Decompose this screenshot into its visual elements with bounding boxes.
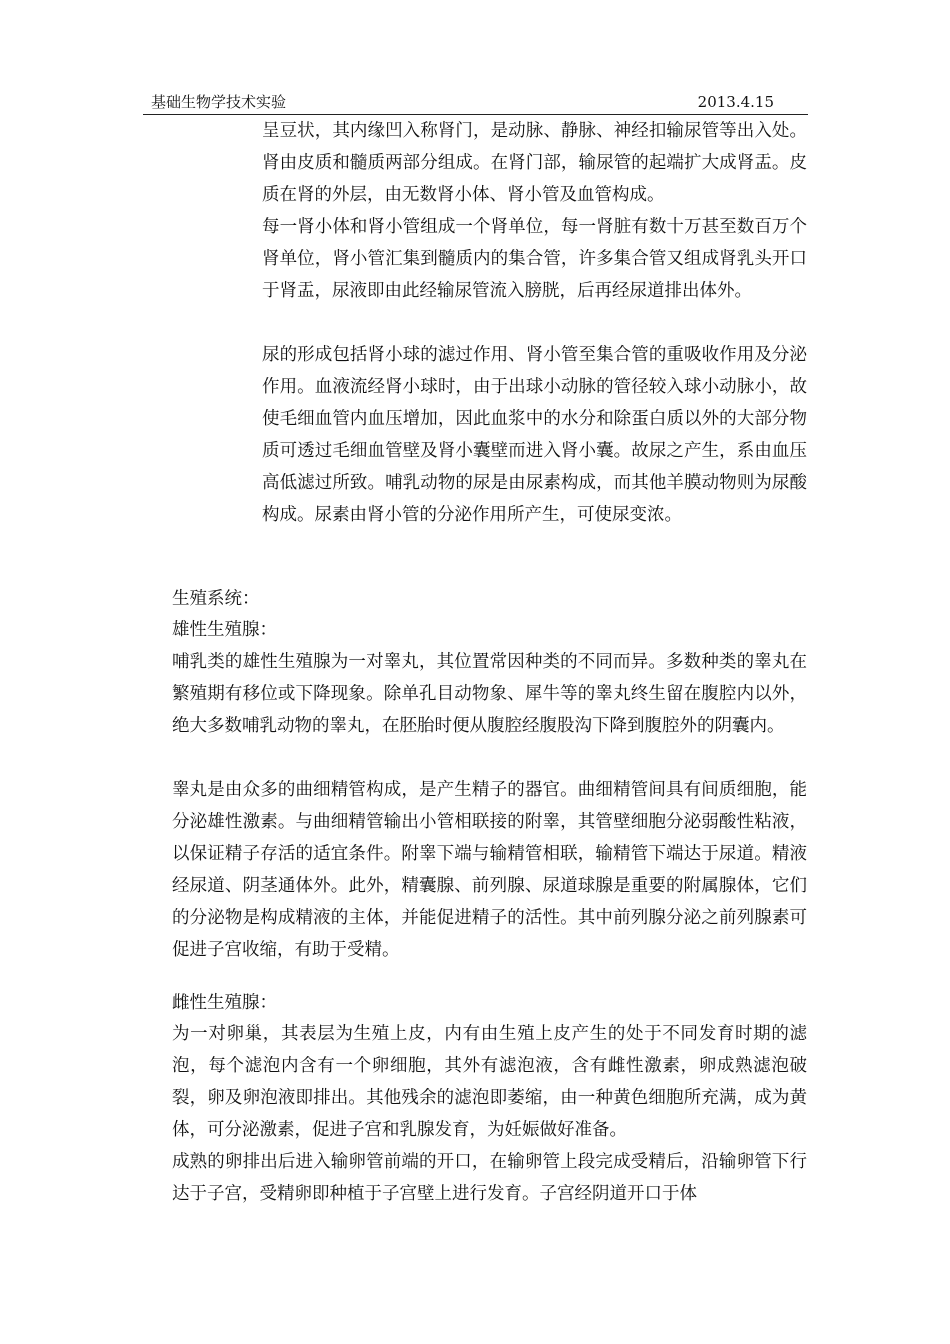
kidney-paragraph-1: 呈豆状，其内缘凹入称肾门，是动脉、静脉、神经扣输尿管等出入处。肾由皮质和髓质两部分组成。在肾门部，输尿管的起端扩大成肾盂。皮质在肾的外层，由无数肾小体、肾小管及血管构成。 bbox=[262, 121, 807, 205]
subheading-female: 雌性生殖腺： bbox=[172, 993, 277, 1013]
male-paragraph-2: 睾丸是由众多的曲细精管构成，是产生精子的器官。曲细精管间具有间质细胞，能分泌雄性激素。与曲细精管输出小管相联接的附睾，其管壁细胞分泌弱酸性粘液，以保证精子存活的适宜条件。附睾下端与输精管相联，输精管下端达于尿道。精液经尿道、阴茎通体外。此外，精囊腺、前列腺、尿道球腺是重要的附属腺体，它们的分泌物是构成精液的主体，并能促进精子的活性。其中前列腺分泌之前列腺素可促进子宫收缩，有助于受精。 bbox=[172, 780, 807, 960]
kidney-paragraph-3: 尿的形成包括肾小球的滤过作用、肾小管至集合管的重吸收作用及分泌作用。血液流经肾小球时，由于出球小动脉的管径较入球小动脉小，故使毛细血管内血压增加，因此血浆中的水分和除蛋白质以外的大部分物质可透过毛细血管壁及肾小囊壁而进入肾小囊。故尿之产生，系由血压高低滤过所致。哺乳动物的尿是由尿素构成，而其他羊膜动物则为尿酸构成。尿素由肾小管的分泌作用所产生，可使尿变浓。 bbox=[262, 345, 807, 525]
male-paragraph-1: 哺乳类的雄性生殖腺为一对睾丸，其位置常因种类的不同而异。多数种类的睾丸在繁殖期有移位或下降现象。除单孔目动物象、犀牛等的睾丸终生留在腹腔内以外，绝大多数哺乳动物的睾丸，在胚胎时便从腹腔经腹股沟下降到腹腔外的阴囊内。 bbox=[172, 652, 807, 736]
section-heading-reproductive: 生殖系统： bbox=[172, 589, 260, 609]
header-date: 2013.4.15 bbox=[697, 93, 774, 111]
page-header bbox=[143, 92, 808, 115]
subheading-male: 雄性生殖腺： bbox=[172, 620, 277, 640]
kidney-paragraph-2: 每一肾小体和肾小管组成一个肾单位，每一肾脏有数十万甚至数百万个肾单位，肾小管汇集到髓质内的集合管，许多集合管又组成肾乳头开口于肾盂，尿液即由此经输尿管流入膀胱，后再经尿道排出体外。 bbox=[262, 217, 807, 301]
female-paragraph-1: 为一对卵巢，其表层为生殖上皮，内有由生殖上皮产生的处于不同发育时期的滤泡，每个滤泡内含有一个卵细胞，其外有滤泡液，含有雌性激素，卵成熟滤泡破裂，卵及卵泡液即排出。其他残余的滤泡即萎缩，由一种黄色细胞所充满，成为黄体，可分泌激素，促进子宫和乳腺发育，为妊娠做好准备。 bbox=[172, 1024, 807, 1140]
female-paragraph-2: 成熟的卵排出后进入输卵管前端的开口，在输卵管上段完成受精后，沿输卵管下行达于子宫，受精卵即种植于子宫壁上进行发育。子宫经阴道开口于体 bbox=[172, 1152, 807, 1204]
header-title: 基础生物学技术实验 bbox=[151, 93, 287, 111]
